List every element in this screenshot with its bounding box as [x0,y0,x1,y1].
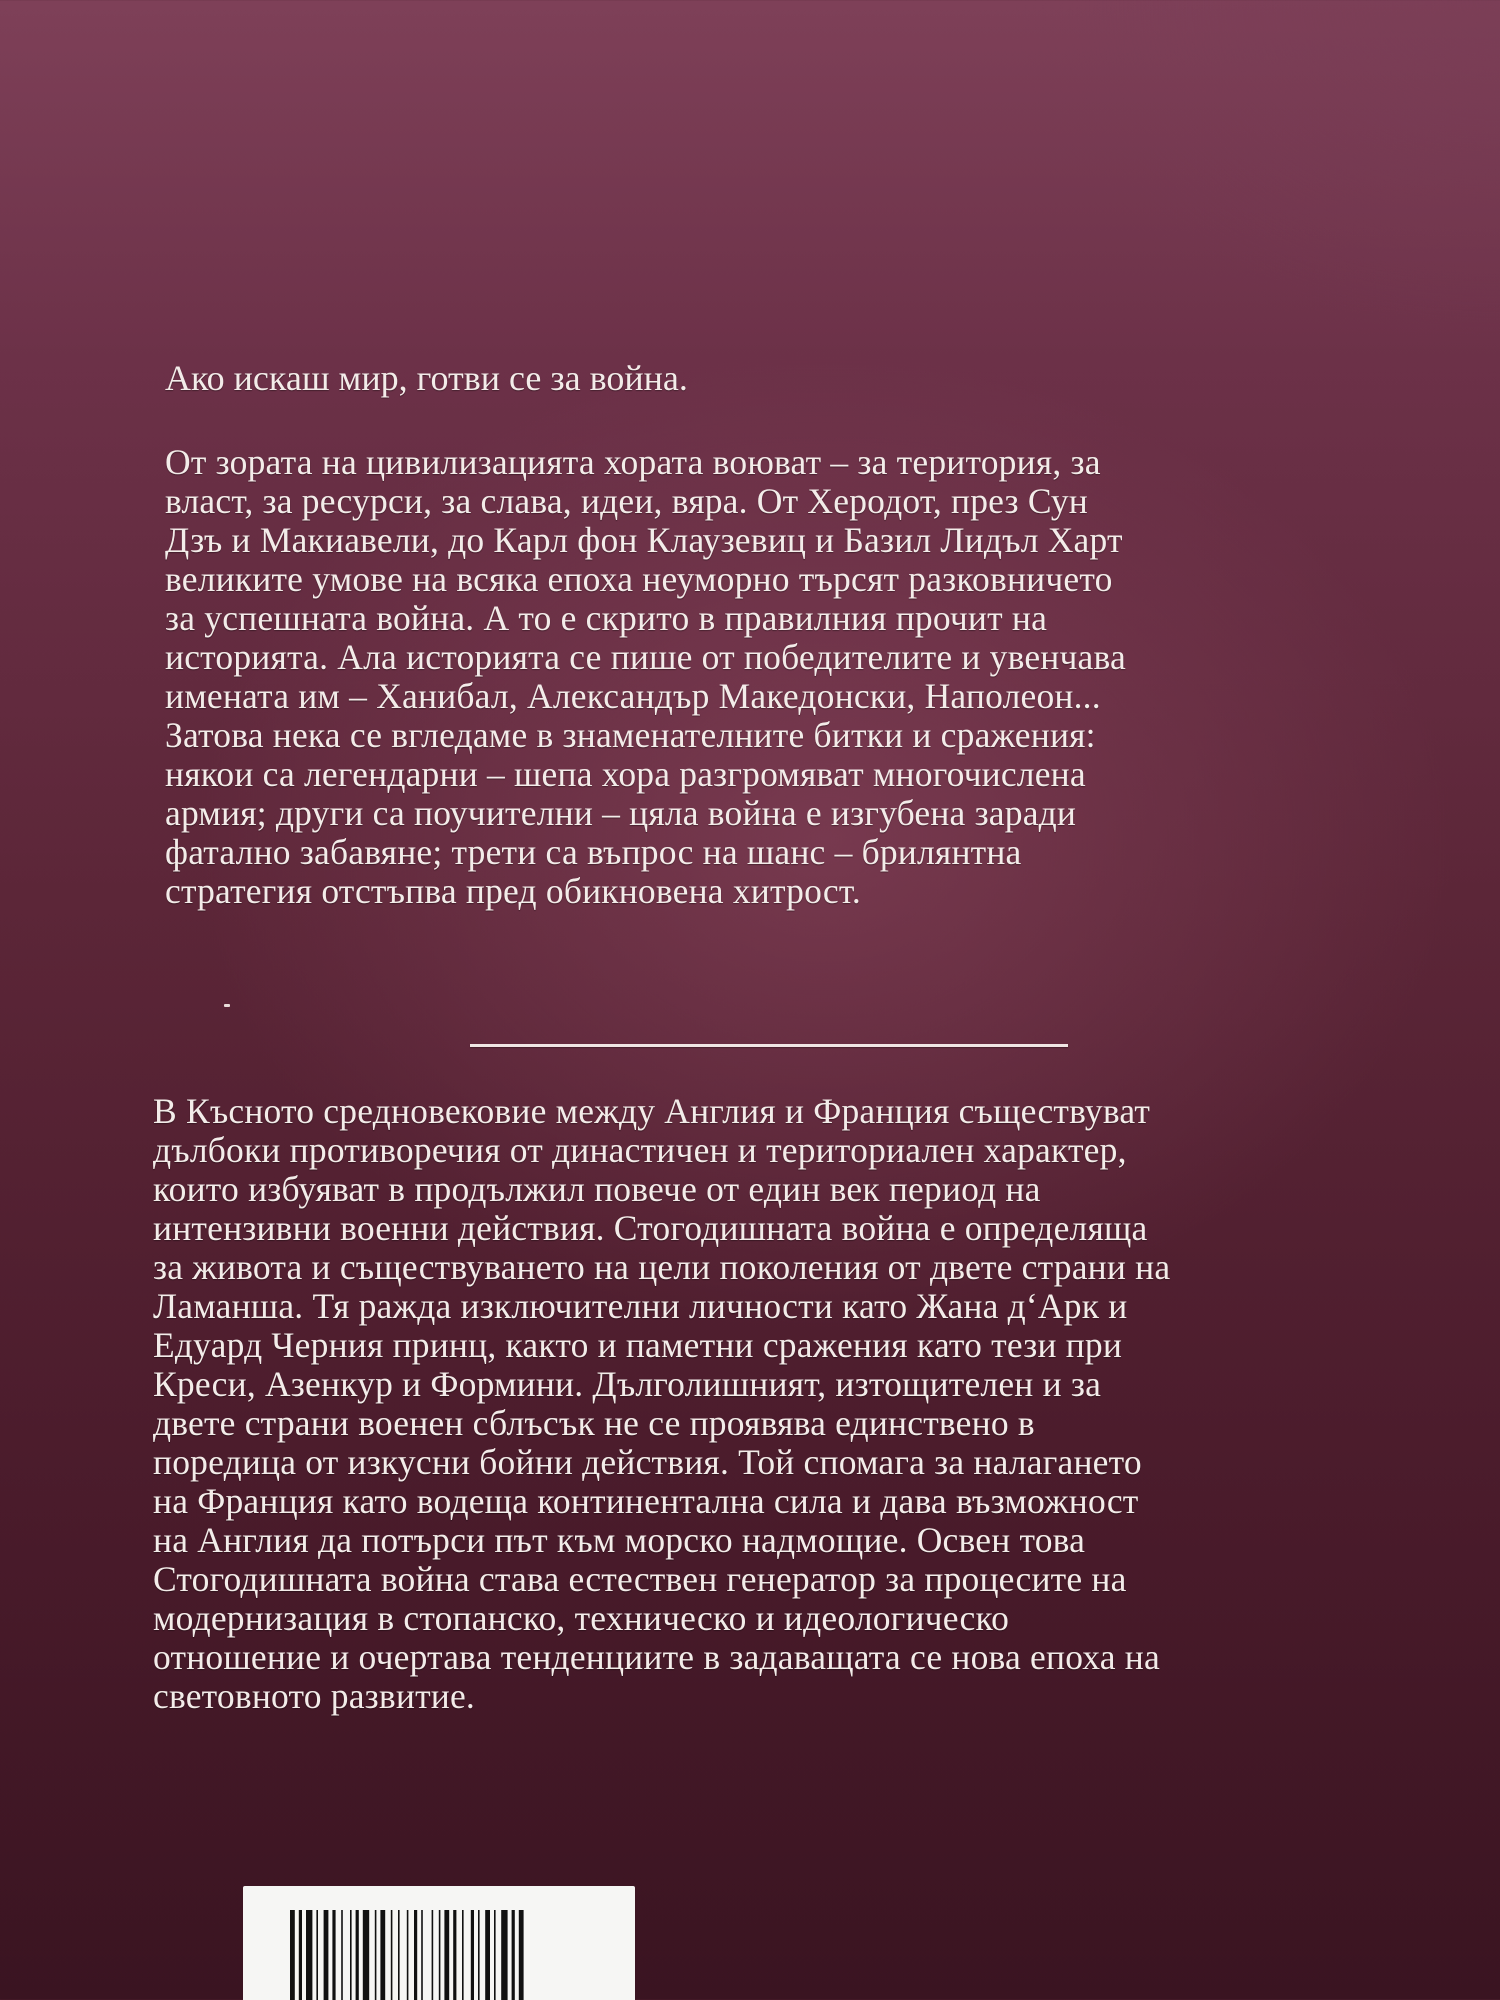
paragraph-2-line: модернизация в стопанско, техническо и идеологическо [153,1598,1010,1638]
paragraph-2-line: интензивни военни действия. Стогодишната война е определяща [153,1208,1148,1248]
paragraph-2-line: поредица от изкусни бойни действия. Той спомага за налагането [153,1442,1142,1482]
paragraph-1-line: фатално забавяне; трети са въпрос на шанс – брилянтна [165,832,1022,872]
paragraph-1-line: за успешната война. А то е скрито в правилния прочит на [165,598,1048,638]
paragraph-2-line: Стогодишната война става естествен генератор за процесите на [153,1559,1127,1599]
paragraph-2-line: отношение и очертава тенденциите в задаващата се нова епоха на [153,1637,1160,1677]
paragraph-1-line: някои са легендарни – шепа хора разгромяват многочислена [165,754,1086,794]
barcode-icon [288,1910,588,2000]
paragraph-2-line: В Късното средновековие между Англия и Франция съществуват [153,1091,1151,1131]
paragraph-1-line: Дзъ и Макиавели, до Карл фон Клаузевиц и Базил Лидъл Харт [165,520,1123,560]
paragraph-2-line: на Англия да потърси път към морско надмощие. Освен това [153,1520,1086,1560]
paragraph-2-line: на Франция като водеща континентална сила и дава възможност [153,1481,1139,1521]
paragraph-1-line: имената им – Ханибал, Александър Македонски, Наполеон... [165,676,1101,716]
paragraph-1-line: Затова нека се вгледаме в знаменателните битки и сражения: [165,715,1096,755]
paragraph-2-line: дълбоки противоречия от династичен и териториален характер, [153,1130,1127,1170]
blurb-paragraph-2 [153,1092,1418,1716]
barcode-label [243,1886,635,2000]
paragraph-1-line: историята. Ала историята се пише от победителите и увенчава [165,637,1126,677]
paragraph-2-line: Ламанша. Тя ражда изключителни личности като Жана д‘Арк и [153,1286,1128,1326]
paragraph-2-line: за живота и съществуването на цели поколения от двете страни на [153,1247,1171,1287]
epigraph: Ако искаш мир, готви се за война. [165,358,688,398]
paragraph-2-line: световното развитие. [153,1676,476,1716]
paragraph-1-line: От зората на цивилизацията хората воюват – за територия, за [165,442,1101,482]
paragraph-1-line: великите умове на всяка епоха неуморно търсят разковничето [165,559,1113,599]
paragraph-2-line: Едуард Черния принц, както и паметни сражения като тези при [153,1325,1123,1365]
blurb-paragraph-1 [165,443,1395,911]
paragraph-1-line: стратегия отстъпва пред обикновена хитрост. [165,871,861,911]
section-divider [470,1044,1068,1047]
paragraph-2-line: Креси, Азенкур и Формини. Дълголишният, изтощителен и за [153,1364,1102,1404]
paragraph-2-line: които избуяват в продължил повече от един век период на [153,1169,1041,1209]
print-speck [224,1004,230,1007]
paragraph-1-line: власт, за ресурси, за слава, идеи, вяра. От Херодот, през Сун [165,481,1088,521]
paragraph-2-line: двете страни военен сблъсък не се проявява единствено в [153,1403,1035,1443]
paragraph-1-line: армия; други са поучителни – цяла война е изгубена заради [165,793,1077,833]
